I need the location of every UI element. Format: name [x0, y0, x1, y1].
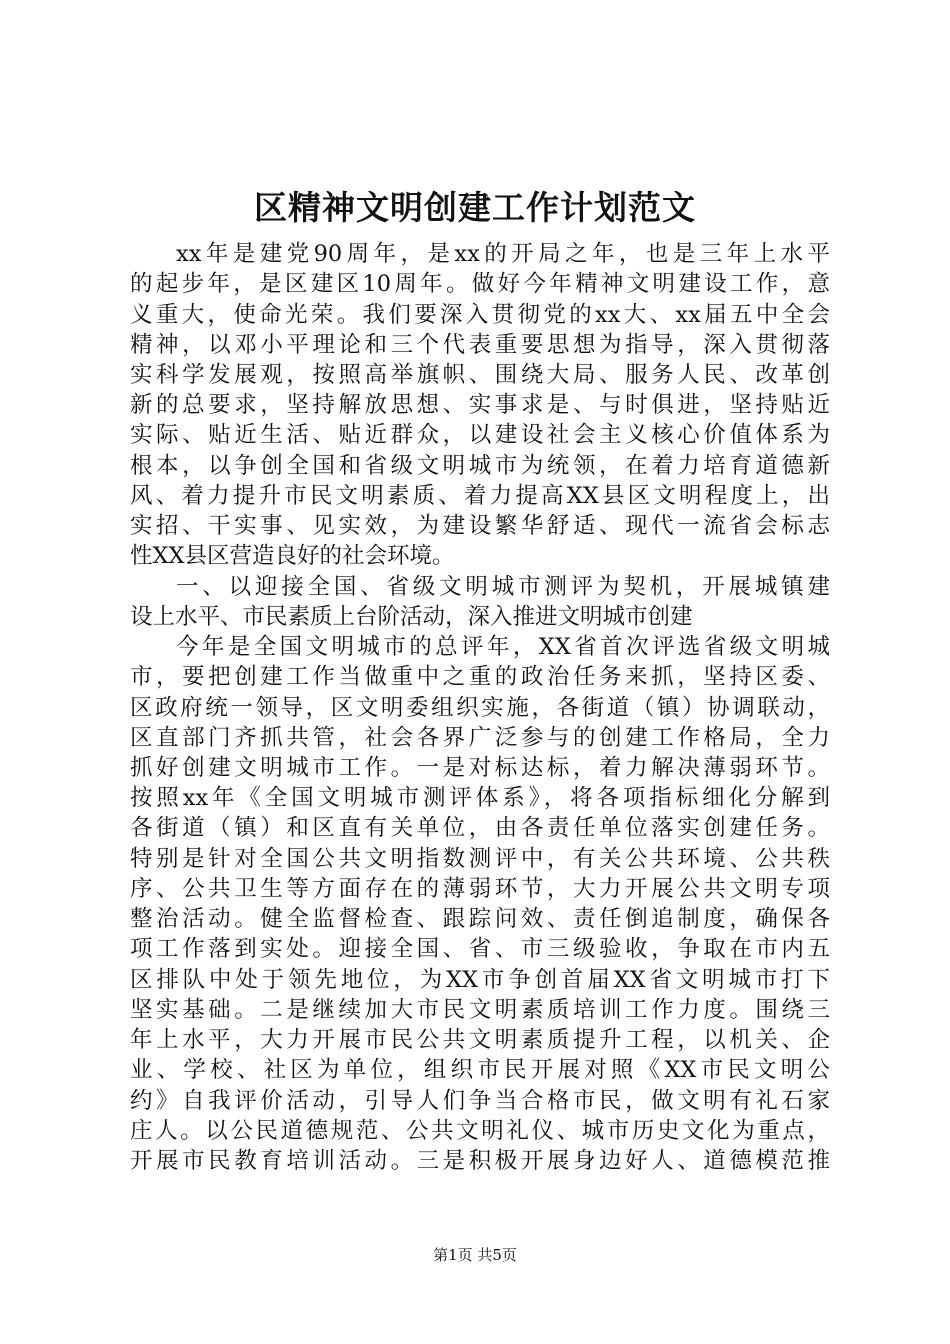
paragraph-line: 序、公共卫生等方面存在的薄弱环节，大力开展公共文明专项	[130, 875, 830, 902]
section-heading-line: 一、以迎接全国、省级文明城市测评为契机，开展城镇建	[176, 573, 830, 600]
paragraph-line: 区政府统一领导，区文明委组织实施，各街道（镇）协调联动，	[130, 694, 830, 721]
paragraph-line: 实际、贴近生活、贴近群众，以建设社会主义核心价值体系为	[130, 422, 830, 449]
paragraph-line: 根本，以争创全国和省级文明城市为统领，在着力培育道德新	[130, 452, 830, 479]
paragraph-line: 坚实基础。二是继续加大市民文明素质培训工作力度。围绕三	[130, 996, 830, 1023]
paragraph-line: 义重大，使命光荣。我们要深入贯彻党的xx大、xx届五中全会	[130, 301, 830, 328]
paragraph-line: 实科学发展观，按照高举旗帜、围绕大局、服务人民、改革创	[130, 361, 830, 388]
section-heading-line: 设上水平、市民素质上台阶活动，深入推进文明城市创建	[130, 603, 693, 630]
paragraph-line: 特别是针对全国公共文明指数测评中，有关公共环境、公共秩	[130, 845, 830, 872]
paragraph-line: 新的总要求，坚持解放思想、实事求是、与时俱进，坚持贴近	[130, 392, 830, 419]
paragraph-line: 开展市民教育培训活动。三是积极开展身边好人、道德模范推	[130, 1148, 830, 1174]
paragraph-line: 业、学校、社区为单位，组织市民开展对照《XX市民文明公	[130, 1057, 830, 1084]
paragraph-line: 抓好创建文明城市工作。一是对标达标，着力解决薄弱环节。	[130, 755, 830, 781]
paragraph-line: 区排队中处于领先地位，为XX市争创首届XX省文明城市打下	[130, 966, 830, 993]
paragraph-line: 年上水平，大力开展市民公共文明素质提升工程，以机关、企	[130, 1027, 830, 1054]
document-title: 区精神文明创建工作计划范文	[254, 188, 696, 227]
paragraph-line: 性XX县区营造良好的社会环境。	[130, 543, 455, 570]
paragraph-line: 区直部门齐抓共管，社会各界广泛参与的创建工作格局，全力	[130, 724, 830, 751]
paragraph-line: 风、着力提升市民文明素质、着力提高XX县区文明程度上，出	[130, 482, 830, 509]
paragraph-line: xx年是建党90周年，是xx的开局之年，也是三年上水平	[176, 241, 830, 267]
paragraph-line: 实招、干实事、见实效，为建设繁华舒适、现代一流省会标志	[130, 513, 830, 540]
paragraph-line: 的起步年，是区建区10周年。做好今年精神文明建设工作，意	[130, 271, 830, 298]
paragraph-line: 庄人。以公民道德规范、公共文明礼仪、城市历史文化为重点，	[130, 1117, 830, 1144]
paragraph-line: 精神，以邓小平理论和三个代表重要思想为指导，深入贯彻落	[130, 331, 830, 358]
paragraph-line: 约》自我评价活动，引导人们争当合格市民，做文明有礼石家	[130, 1087, 830, 1114]
paragraph-line: 整治活动。健全监督检查、跟踪问效、责任倒追制度，确保各	[130, 906, 830, 933]
paragraph-line: 按照xx年《全国文明城市测评体系》，将各项指标细化分解到	[130, 785, 830, 812]
paragraph-line: 各街道（镇）和区直有关单位，由各责任单位落实创建任务。	[130, 815, 830, 842]
page-footer: 第1页 共5页	[433, 1246, 517, 1264]
paragraph-line: 市，要把创建工作当做重中之重的政治任务来抓，坚持区委、	[130, 664, 830, 691]
paragraph-line: 今年是全国文明城市的总评年，XX省首次评选省级文明城	[176, 634, 830, 660]
paragraph-line: 项工作落到实处。迎接全国、省、市三级验收，争取在市内五	[130, 936, 830, 963]
